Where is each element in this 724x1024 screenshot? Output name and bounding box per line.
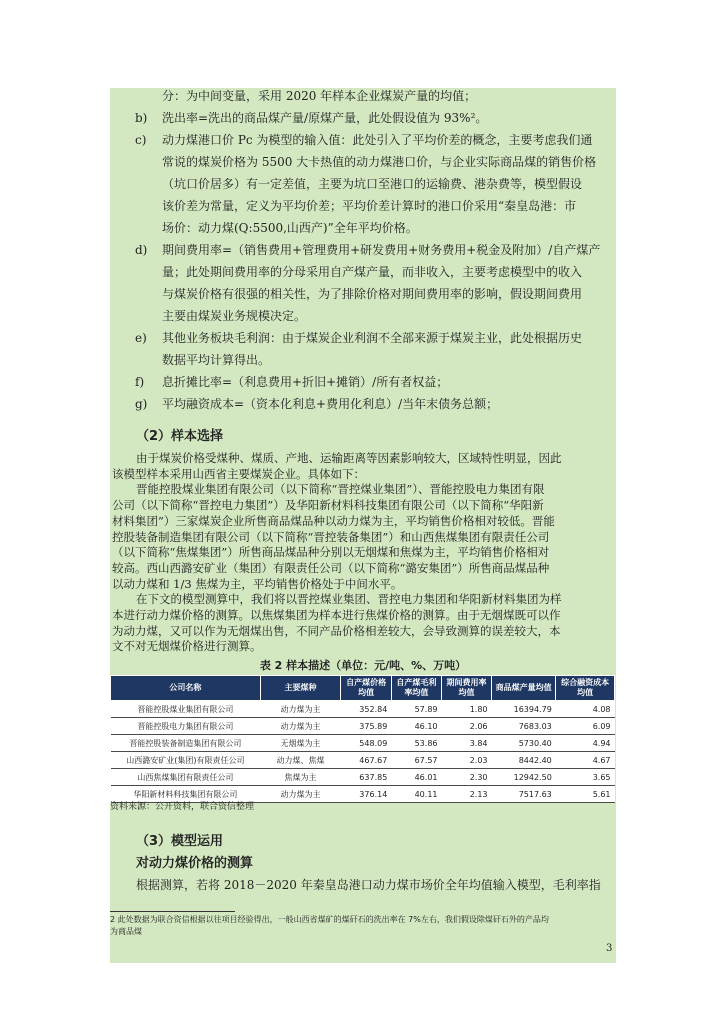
cell-margin: 53.86	[391, 735, 441, 752]
list-item-e-line: 数据平均计算得出。	[162, 353, 271, 367]
list-label-g: g)	[135, 397, 148, 411]
subheading-thermal-coal: 对动力煤价格的测算	[136, 856, 254, 871]
cell-output: 16394.79	[492, 701, 556, 718]
cell-company: 晋能控股装备制造集团有限公司	[111, 735, 261, 752]
cell-financing-cost: 4.08	[556, 701, 615, 718]
list-label-f: f)	[135, 375, 145, 389]
table-header-cell: 自产煤毛利率均值	[391, 676, 441, 701]
table-row	[111, 769, 615, 786]
paragraph-line: 公司（以下简称“晋控电力集团”）及华阳新材料科技集团有限公司（以下简称“华阳新	[112, 498, 544, 513]
cell-coal-type: 动力煤为主	[260, 786, 341, 803]
paragraph-line: 在下文的模型测算中，我们将以晋控煤业集团、晋控电力集团和华阳新材料集团为样	[136, 592, 562, 607]
cell-financing-cost: 4.94	[556, 735, 615, 752]
table-row	[111, 701, 615, 718]
paragraph-line: 该模型样本采用山西省主要煤炭企业。具体如下：	[112, 466, 365, 481]
paragraph-line: 较高。西山西潞安矿业（集团）有限责任公司（以下简称“潞安集团”）所售商品煤品种	[112, 560, 550, 575]
list-item-d-line: 量；此处期间费用率的分母采用自产煤产量，而非收入，主要考虑模型中的收入	[162, 265, 583, 279]
table-row	[111, 752, 615, 769]
cell-financing-cost: 5.61	[556, 786, 615, 803]
cell-financing-cost: 6.09	[556, 718, 615, 735]
cell-coal-type: 动力煤为主	[260, 718, 341, 735]
list-item-d-line: 期间费用率=（销售费用+管理费用+研发费用+财务费用+税金及附加）/自产煤产	[162, 243, 601, 257]
paragraph-line: 根据测算，若将 2018－2020 年秦皇岛港口动力煤市场价全年均值输入模型，毛利率指	[136, 878, 601, 892]
cell-coal-type: 动力煤、焦煤	[260, 752, 341, 769]
table-header-cell: 自产煤价格均值	[341, 676, 391, 701]
cell-margin: 40.11	[391, 786, 441, 803]
cell-margin: 46.01	[391, 769, 441, 786]
paragraph-line: 控股装备制造集团有限公司（以下简称“晋控装备集团”）和山西焦煤集团有限责任公司	[112, 529, 550, 544]
cell-expense-rate: 3.84	[442, 735, 492, 752]
table-header-cell: 公司名称	[111, 676, 261, 701]
list-item-d-line: 主要由煤炭业务规模决定。	[162, 309, 307, 323]
cell-expense-rate: 2.13	[442, 786, 492, 803]
list-item-d-line: 与煤炭价格有很强的相关性，为了排除价格对期间费用率的影响，假设期间费用	[162, 287, 583, 301]
footnote-line: 2 此处数据为联合资信根据以往项目经验得出，一般山西省煤矿的煤矸石的洗出率在 7%左右，我们假设除煤矸石外的产品均	[110, 915, 549, 924]
cell-price: 548.09	[341, 735, 391, 752]
list-label-c: c)	[135, 133, 147, 147]
list-item-g-line: 平均融资成本=（资本化利息+费用化利息）/当年末债务总额；	[162, 397, 499, 411]
cell-coal-type: 无烟煤为主	[260, 735, 341, 752]
table-source: 资料来源：公开资料，联合资信整理	[110, 802, 255, 812]
section-heading-sample: （2）样本选择	[136, 429, 224, 444]
list-item-c-line: 场价：动力煤(Q:5500,山西产)”全年平均价格。	[162, 221, 418, 235]
cell-margin: 57.89	[391, 701, 441, 718]
table-header-cell: 商品煤产量均值	[492, 676, 556, 701]
list-item-c-line: 动力煤港口价 Pc 为模型的输入值：此处引入了平均价差的概念，主要考虑我们通	[162, 133, 593, 147]
table-row	[111, 718, 615, 735]
cell-output: 5730.40	[492, 735, 556, 752]
cell-company: 山西潞安矿业(集团)有限责任公司	[111, 752, 261, 769]
list-label-d: d)	[135, 243, 148, 257]
cell-output: 7683.03	[492, 718, 556, 735]
cell-output: 8442.40	[492, 752, 556, 769]
table-row	[111, 735, 615, 752]
paragraph-line: 由于煤炭价格受煤种、煤质、产地、运输距离等因素影响较大，区域特性明显，因此	[136, 451, 562, 465]
cell-price: 375.89	[341, 718, 391, 735]
list-item-f-line: 息折摊比率=（利息费用+折旧+摊销）/所有者权益；	[162, 375, 449, 389]
cell-coal-type: 焦煤为主	[260, 769, 341, 786]
sample-table	[110, 675, 615, 803]
cell-price: 376.14	[341, 786, 391, 803]
cell-margin: 67.57	[391, 752, 441, 769]
cell-output: 12942.50	[492, 769, 556, 786]
cell-company: 华阳新材料科技集团有限公司	[111, 786, 261, 803]
cell-company: 山西焦煤集团有限责任公司	[111, 769, 261, 786]
cell-financing-cost: 4.67	[556, 752, 615, 769]
cell-coal-type: 动力煤为主	[260, 701, 341, 718]
paragraph-line: （以下简称“焦煤集团”）所售商品煤品种分别以无烟煤和焦煤为主，平均销售价格相对	[112, 545, 550, 560]
table-header-cell: 综合融资成本均值	[556, 676, 615, 701]
table-header-cell: 主要煤种	[260, 676, 341, 701]
paragraph-line: 为动力煤，又可以作为无烟煤出售，不同产品价格相差较大，会导致测算的误差较大，本	[112, 623, 561, 638]
list-item-b-line: 洗出率=洗出的商品煤产量/原煤产量，此处假设值为 93%²。	[162, 111, 488, 125]
footnote-rule	[110, 911, 235, 912]
cell-output: 7517.63	[492, 786, 556, 803]
cell-price: 637.85	[341, 769, 391, 786]
table-caption: 表 2 样本描述（单位：元/吨、%、万吨）	[259, 659, 467, 672]
list-item-e-line: 其他业务板块毛利润：由于煤炭企业利润不全部来源于煤炭主业，此处根据历史	[162, 331, 583, 345]
paragraph-line: 本进行动力煤价格的测算。以焦煤集团为样本进行焦煤价格的测算。由于无烟煤既可以作	[112, 608, 561, 622]
table-header-row	[111, 676, 615, 701]
cell-expense-rate: 2.06	[442, 718, 492, 735]
list-item-c-line: 常说的煤炭价格为 5500 大卡热值的动力煤港口价，与企业实际商品煤的销售价格	[162, 155, 597, 169]
section-heading-model-use: （3）模型运用	[136, 834, 224, 849]
list-item-c-line: （坑口价居多）有一定差值，主要为坑口至港口的运输费、港杂费等，模型假设	[162, 177, 583, 191]
list-continuation: 分：为中间变量，采用 2020 年样本企业煤炭产量的均值；	[162, 89, 477, 103]
paragraph-line: 以动力煤和 1/3 焦煤为主，平均销售价格处于中间水平。	[112, 576, 403, 591]
cell-margin: 46.10	[391, 718, 441, 735]
paragraph-line: 材料集团”）三家煤炭企业所售商品煤品种以动力煤为主，平均销售价格相对较低。晋能	[112, 513, 555, 528]
cell-company: 晋能控股煤业集团有限公司	[111, 701, 261, 718]
cell-financing-cost: 3.65	[556, 769, 615, 786]
cell-expense-rate: 2.30	[442, 769, 492, 786]
paragraph-line: 文不对无烟煤价格进行测算。	[112, 639, 262, 654]
list-label-b: b)	[135, 111, 148, 125]
table-header-cell: 期间费用率均值	[442, 676, 492, 701]
footnote-line: 为商品煤	[110, 927, 142, 936]
paragraph-line: 晋能控股煤业集团有限公司（以下简称“晋控煤业集团”）、晋能控股电力集团有限	[136, 482, 545, 497]
cell-price: 352.84	[341, 701, 391, 718]
cell-expense-rate: 1.80	[442, 701, 492, 718]
page-number: 3	[606, 943, 613, 954]
cell-company: 晋能控股电力集团有限公司	[111, 718, 261, 735]
cell-price: 467.67	[341, 752, 391, 769]
list-label-e: e)	[135, 331, 147, 345]
list-item-c-line: 该价差为常量，定义为平均价差；平均价差计算时的港口价采用“秦皇岛港：市	[162, 199, 577, 213]
cell-expense-rate: 2.03	[442, 752, 492, 769]
